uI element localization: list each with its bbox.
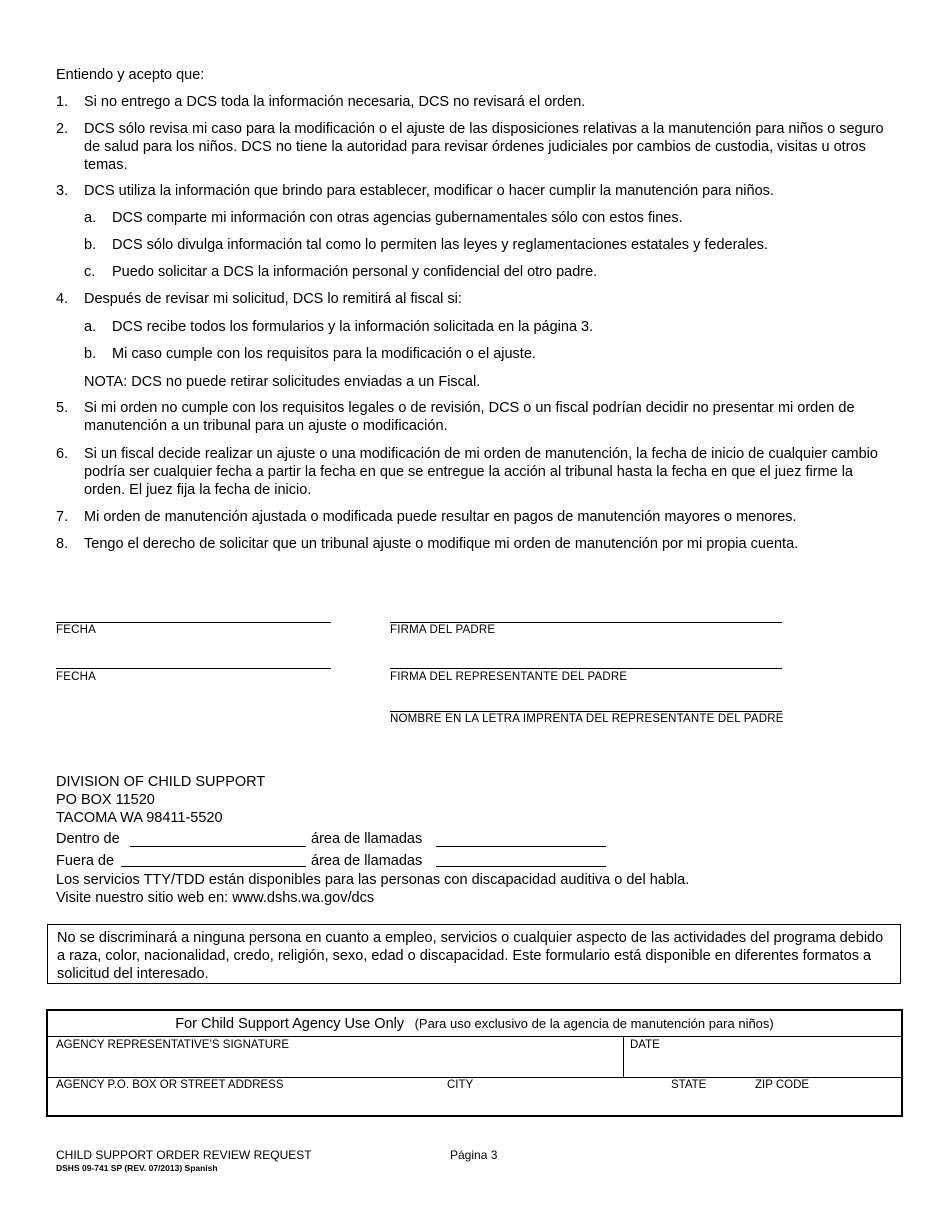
agency-city-label: CITY (447, 1079, 474, 1091)
item-number: 2. (56, 121, 69, 137)
item-text: Si mi orden no cumple con los requisitos legales o de revisión, DCS o un fiscal podrían decidir no presentar mi orden de manutención a un tribunal para un ajuste o modificación. (84, 400, 855, 434)
agency-address-label: AGENCY P.O. BOX OR STREET ADDRESS (56, 1079, 284, 1091)
sub-item-letter: b. (84, 237, 97, 253)
agency-divider-vertical (623, 1036, 624, 1077)
item-number: 1. (56, 94, 69, 110)
office-name: DIVISION OF CHILD SUPPORT (56, 774, 266, 790)
item-text: Mi orden de manutención ajustada o modificada puede resultar en pagos de manutención mayores o menores. (84, 509, 797, 525)
sub-item-text: DCS sólo divulga información tal como lo permiten las leyes y reglamentaciones estatales y federales. (112, 237, 769, 253)
representative-name-line[interactable] (390, 711, 782, 712)
agency-date-label: DATE (630, 1039, 660, 1051)
agency-box-title (48, 1015, 901, 1033)
date-label-1: FECHA (56, 624, 96, 636)
inside-area-phone-field[interactable] (130, 846, 306, 847)
representative-signature-line[interactable] (390, 668, 782, 669)
item-number: 3. (56, 183, 69, 199)
tty-notice: Los servicios TTY/TDD están disponibles para las personas con discapacidad auditiva o del habla. (56, 872, 690, 888)
outside-area-phone-field[interactable] (121, 866, 306, 867)
date-line-2[interactable] (56, 668, 331, 669)
agency-divider-1 (48, 1036, 901, 1037)
representative-signature-label: FIRMA DEL REPRESENTANTE DEL PADRE (390, 671, 628, 683)
agency-state-label: STATE (671, 1079, 707, 1091)
date-line-1[interactable] (56, 622, 331, 623)
sub-item-letter: c. (84, 264, 96, 280)
outside-calling-area-phone-field[interactable] (436, 866, 606, 867)
note-text: NOTA: DCS no puede retirar solicitudes enviadas a un Fiscal. (84, 374, 481, 390)
agency-zip-label: ZIP CODE (755, 1079, 810, 1091)
parent-signature-label: FIRMA DEL PADRE (390, 624, 496, 636)
item-text: Si un fiscal decide realizar un ajuste o una modificación de mi orden de manutención, la fecha de inicio de cualquier cambio podría ser cualquier fecha a partir la fecha en que se entregue la acción al tribunal hasta la fecha en que el juez firme la orden. El juez fija la fecha de inicio. (84, 446, 878, 498)
sub-item-letter: a. (84, 210, 97, 226)
sub-item-text: Mi caso cumple con los requisitos para la modificación o el ajuste. (112, 346, 536, 362)
form-title: CHILD SUPPORT ORDER REVIEW REQUEST (56, 1148, 312, 1162)
office-city: TACOMA WA 98411-5520 (56, 810, 223, 826)
inside-area-label: Dentro de (56, 831, 120, 847)
item-number: 4. (56, 291, 69, 307)
item-text: Si no entrego a DCS toda la información necesaria, DCS no revisará el orden. (84, 94, 586, 110)
item-number: 8. (56, 536, 69, 552)
item-text: DCS sólo revisa mi caso para la modificación o el ajuste de las disposiciones relativas a la manutención para niños o seguro de salud para los niños. DCS no tiene la autoridad para revisar órdenes judiciales por cambios de custodia, visitas u otros temas. (84, 121, 884, 173)
sub-item-letter: b. (84, 346, 97, 362)
item-number: 7. (56, 509, 69, 525)
item-text: DCS utiliza la información que brindo para establecer, modificar o hacer cumplir la manutención para niños. (84, 183, 774, 199)
sub-item-text: DCS comparte mi información con otras agencias gubernamentales sólo con estos fines. (112, 210, 683, 226)
inside-calling-area-label: área de llamadas (311, 831, 423, 847)
representative-name-label: NOMBRE EN LA LETRA IMPRENTA DEL REPRESENTANTE DEL PADRE (390, 713, 784, 725)
outside-area-label: Fuera de (56, 853, 115, 869)
agency-title-en: For Child Support Agency Use Only (175, 1016, 405, 1032)
item-number: 6. (56, 446, 69, 462)
non-discrimination-notice: No se discriminará a ninguna persona en cuanto a empleo, servicios o cualquier aspecto de las actividades del programa debido a raza, color, nacionalidad, credo, religión, sexo, edad o discapacidad. Este formulario está disponible en diferentes formatos a solicitud del interesado. (47, 924, 901, 984)
website-text: Visite nuestro sitio web en: www.dshs.wa.gov/dcs (56, 890, 375, 906)
date-label-2: FECHA (56, 671, 96, 683)
office-po-box: PO BOX 11520 (56, 792, 155, 808)
agency-title-es: (Para uso exclusivo de la agencia de manutención para niños) (414, 1016, 774, 1031)
inside-calling-area-phone-field[interactable] (436, 846, 606, 847)
agency-use-box (46, 1009, 903, 1117)
item-text: Después de revisar mi solicitud, DCS lo remitirá al fiscal si: (84, 291, 462, 307)
page-number: Página 3 (450, 1148, 498, 1162)
outside-calling-area-label: área de llamadas (311, 853, 423, 869)
agency-divider-2 (48, 1077, 901, 1078)
agency-signature-label: AGENCY REPRESENTATIVE’S SIGNATURE (56, 1039, 290, 1051)
parent-signature-line[interactable] (390, 622, 782, 623)
sub-item-text: Puedo solicitar a DCS la información personal y confidencial del otro padre. (112, 264, 598, 280)
form-id: DSHS 09-741 SP (REV. 07/2013) Spanish (56, 1163, 218, 1173)
sub-item-text: DCS recibe todos los formularios y la información solicitada en la página 3. (112, 319, 594, 335)
intro-text: Entiendo y acepto que: (56, 67, 205, 83)
item-number: 5. (56, 400, 69, 416)
sub-item-letter: a. (84, 319, 97, 335)
item-text: Tengo el derecho de solicitar que un tribunal ajuste o modifique mi orden de manutención por mi propia cuenta. (84, 536, 799, 552)
